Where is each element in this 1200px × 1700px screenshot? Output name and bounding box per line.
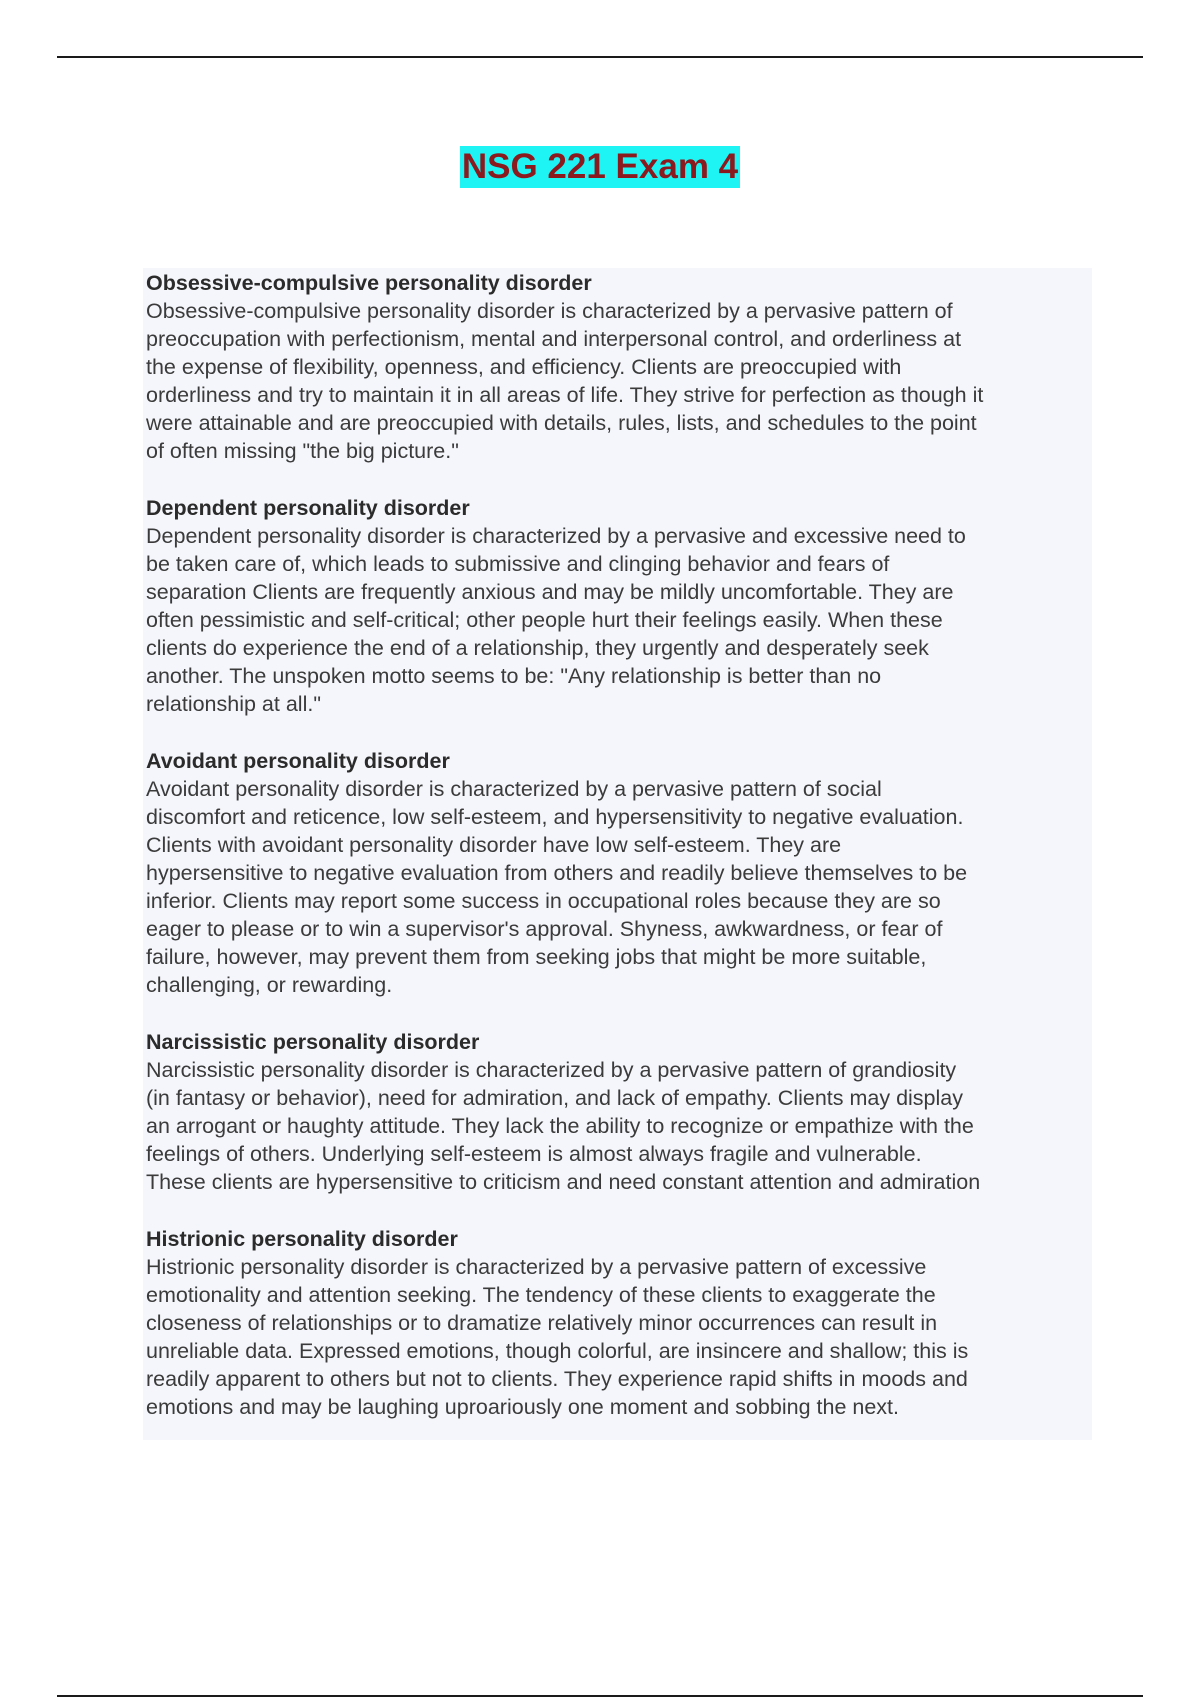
body-line: another. The unspoken motto seems to be: "Any relationship is better than no [146, 664, 882, 688]
body-line: emotions and may be laughing uproariously one moment and sobbing the next. [146, 1395, 899, 1419]
body-line: clients do experience the end of a relationship, they urgently and desperately seek [146, 636, 929, 660]
body-line: orderliness and try to maintain it in all areas of life. They strive for perfection as though it [146, 383, 984, 407]
body-line: challenging, or rewarding. [146, 973, 393, 997]
section-narcissistic [146, 1027, 1092, 1196]
body-line: inferior. Clients may report some success in occupational roles because they are so [146, 889, 941, 913]
content-panel [143, 268, 1092, 1440]
section-heading: Avoidant personality disorder [146, 749, 450, 773]
body-line: These clients are hypersensitive to criticism and need constant attention and admiration [146, 1170, 981, 1194]
section-heading: Histrionic personality disorder [146, 1227, 458, 1251]
body-line: readily apparent to others but not to clients. They experience rapid shifts in moods and [146, 1367, 968, 1391]
body-line: Obsessive-compulsive personality disorder is characterized by a pervasive pattern of [146, 299, 953, 323]
top-divider [57, 56, 1143, 58]
section-body [146, 1253, 1092, 1421]
body-line: Avoidant personality disorder is characterized by a pervasive pattern of social [146, 777, 882, 801]
section-body [146, 775, 1092, 999]
section-heading: Dependent personality disorder [146, 496, 470, 520]
title-container [0, 146, 1200, 188]
section-dependent [146, 493, 1092, 718]
body-line: Narcissistic personality disorder is characterized by a pervasive pattern of grandiosity [146, 1058, 957, 1082]
section-body [146, 297, 1092, 465]
section-body [146, 1056, 1092, 1196]
section-heading: Obsessive-compulsive personality disorder [146, 271, 592, 295]
body-line: an arrogant or haughty attitude. They lack the ability to recognize or empathize with the [146, 1114, 974, 1138]
body-line: unreliable data. Expressed emotions, though colorful, are insincere and shallow; this is [146, 1339, 969, 1363]
body-line: closeness of relationships or to dramatize relatively minor occurrences can result in [146, 1311, 938, 1335]
body-line: Dependent personality disorder is characterized by a pervasive and excessive need to [146, 524, 966, 548]
body-line: often pessimistic and self-critical; other people hurt their feelings easily. When these [146, 608, 943, 632]
section-avoidant [146, 746, 1092, 999]
body-line: relationship at all." [146, 692, 321, 716]
section-body [146, 522, 1092, 718]
body-line: emotionality and attention seeking. The tendency of these clients to exaggerate the [146, 1283, 936, 1307]
body-line: hypersensitive to negative evaluation from others and readily believe themselves to be [146, 861, 968, 885]
section-heading: Narcissistic personality disorder [146, 1030, 480, 1054]
body-line: separation Clients are frequently anxious and may be mildly uncomfortable. They are [146, 580, 954, 604]
body-line: Clients with avoidant personality disorder have low self-esteem. They are [146, 833, 842, 857]
body-line: preoccupation with perfectionism, mental and interpersonal control, and orderliness at [146, 327, 962, 351]
document-title: NSG 221 Exam 4 [461, 147, 739, 186]
body-line: Histrionic personality disorder is characterized by a pervasive pattern of excessive [146, 1255, 927, 1279]
bottom-divider [57, 1695, 1143, 1697]
body-line: feelings of others. Underlying self-esteem is almost always fragile and vulnerable. [146, 1142, 922, 1166]
body-line: were attainable and are preoccupied with details, rules, lists, and schedules to the point [146, 411, 977, 435]
body-line: discomfort and reticence, low self-esteem, and hypersensitivity to negative evaluation. [146, 805, 964, 829]
body-line: failure, however, may prevent them from seeking jobs that might be more suitable, [146, 945, 927, 969]
section-obsessive-compulsive [146, 268, 1092, 465]
body-line: (in fantasy or behavior), need for admiration, and lack of empathy. Clients may display [146, 1086, 963, 1110]
body-line: of often missing "the big picture." [146, 439, 459, 463]
body-line: eager to please or to win a supervisor's approval. Shyness, awkwardness, or fear of [146, 917, 943, 941]
body-line: the expense of flexibility, openness, and efficiency. Clients are preoccupied with [146, 355, 902, 379]
section-histrionic [146, 1224, 1092, 1421]
body-line: be taken care of, which leads to submissive and clinging behavior and fears of [146, 552, 890, 576]
